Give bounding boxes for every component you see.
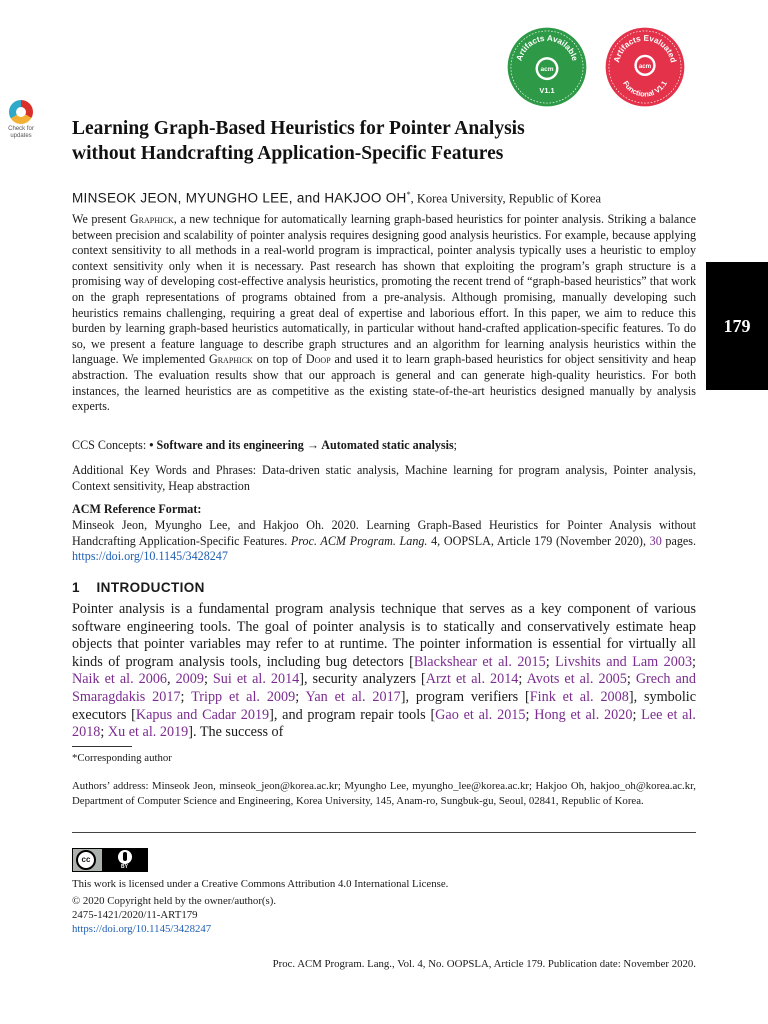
acm-reference-heading: ACM Reference Format: [72, 502, 202, 516]
license-doi-link[interactable]: https://doi.org/10.1145/3428247 [72, 923, 212, 935]
cc-icon: cc [76, 850, 96, 870]
keywords: Additional Key Words and Phrases: Data-driven static analysis, Machine learning for program analysis, Pointer analysis, Context sensitivity, Heap abstraction [72, 463, 696, 493]
introduction-paragraph: Pointer analysis is a fundamental program analysis technique that serves as a key component of various software engineering tools. The goal of pointer analysis is to statically and conservatively estimate heap objects that pointer variables may refer to at runtime. The pointer information is essential for virtually all kinds of program analysis tools, including bug detectors [Blackshear et al. 2015; Livshits and Lam 2003; Naik et al. 2006, 2009; Sui et al. 2014], security analyzers [Arzt et al. 2014; Avots et al. 2005; Grech and Smaragdakis 2017; Tripp et al. 2009; Yan et al. 2017], program verifiers [Fink et al. 2008], symbolic executors [Kapus and Cadar 2019], and program repair tools [Gao et al. 2015; Hong et al. 2020; Lee et al. 2018; Xu et al. 2019]. The success of [72, 601, 697, 741]
svg-text:Functional V1.1: Functional V1.1 [621, 79, 669, 99]
footnote-address: Authors’ address: Minseok Jeon, minseok_jeon@korea.ac.kr; Myungho Lee, myungho_lee@korea.ac.kr; Hakjoo Oh, hakjoo_oh@korea.ac.kr, Department of Computer Science and Engineering, Korea University, 145, Anam-ro, Sungbuk-gu, Seoul, 02841, Republic of Korea. [72, 780, 696, 807]
crossmark-icon [9, 100, 33, 124]
citation-link[interactable]: Arzt et al. 2014 [425, 671, 519, 688]
attribution-person-icon [118, 850, 132, 864]
citation-link[interactable]: Hong et al. 2020 [534, 706, 633, 723]
section-heading-introduction: 1 INTRODUCTION [72, 580, 205, 595]
affiliation: , Korea University, Republic of Korea [410, 191, 602, 206]
authors-line: MINSEOK JEON, MYUNGHO LEE, and HAKJOO OH*, Korea University, Republic of Korea [72, 190, 602, 206]
author-names: MINSEOK JEON, MYUNGHO LEE, and HAKJOO OH [72, 190, 407, 206]
citation-link[interactable]: Grech and Smaragdakis 2017 [72, 671, 696, 705]
ccs-concepts: CCS Concepts: • Software and its engineering → Automated static analysis; [72, 438, 458, 452]
svg-text:Artifacts Evaluated: Artifacts Evaluated [612, 33, 678, 64]
license-divider [72, 832, 696, 833]
paper-title: Learning Graph-Based Heuristics for Pointer Analysis without Handcrafting Application-Specific Features [72, 118, 525, 164]
citation-link[interactable]: Sui et al. 2014 [212, 671, 300, 688]
license-text: This work is licensed under a Creative Commons Attribution 4.0 International License. [72, 878, 449, 890]
citation-link[interactable]: Tripp et al. 2009 [191, 688, 296, 705]
artifacts-evaluated-badge [604, 26, 686, 108]
cc-by-license-icon[interactable] [72, 848, 148, 872]
citation-link[interactable]: Avots et al. 2005 [526, 671, 627, 688]
citation-link[interactable]: Blackshear et al. 2015 [413, 653, 546, 670]
copyright-text: © 2020 Copyright held by the owner/author(s). [72, 895, 277, 907]
issn-text: 2475-1421/2020/11-ART179 [72, 909, 198, 921]
citation-link[interactable]: Fink et al. 2008 [529, 688, 629, 705]
citation-link[interactable]: 2009 [175, 671, 204, 688]
footnote-corresponding: *Corresponding author [72, 752, 172, 764]
citation-link[interactable]: Yan et al. 2017 [305, 688, 401, 705]
pages-link[interactable]: 30 [649, 533, 662, 548]
doi-link[interactable]: https://doi.org/10.1145/3428247 [72, 549, 228, 564]
artifacts-available-badge [506, 26, 588, 108]
by-icon: BY [102, 849, 147, 871]
svg-text:acm: acm [638, 62, 652, 70]
acm-reference: Minseok Jeon, Myungho Lee, and Hakjoo Oh. 2020. Learning Graph-Based Heuristics for Pointer Analysis without Handcrafting Application-Specific Features. Proc. ACM Program. Lang. 4, OOPSLA, Article 179 (November 2020), 30 pages. https://doi.org/10.1145/3428247 [72, 518, 696, 564]
citation-link[interactable]: Livshits and Lam 2003 [555, 653, 693, 670]
page-footer: Proc. ACM Program. Lang., Vol. 4, No. OOPSLA, Article 179. Publication date: November 2020. [272, 958, 696, 970]
abstract: We present Graphick, a new technique for automatically learning graph-based heuristics for pointer analysis. Striking a balance between precision and scalability of pointer analysis requires designing good analysis heuristics. For example, because applying context sensitivity to all methods in a real-world program is impractical, pointer analysis typically uses a heuristic to employ context sensitivity only when it is necessary. Past research has shown that exploiting the program’s graph structure is a promising way of developing cost-effective analysis heuristics, promoting the recent trend of “graph-based heuristics” that work on the graph representations of programs obtained from a pre-analysis. Although promising, manually developing such heuristics remains challenging, requiring a great deal of expertise and laborious effort. In this paper, we aim to reduce this burden by learning graph-based heuristics automatically, in particular without hand-crafted application-specific features. To do so, we present a feature language to describe graph structures and an algorithm for learning analysis heuristics within the language. We implemented Graphick on top of Doop and used it to learn graph-based heuristics for object sensitivity and heap abstraction. The evaluation results show that our approach is general and can generate high-quality heuristics. For both instances, the learned heuristics are as competitive as the existing state-of-the-art heuristics designed manually by analysis experts. [72, 212, 696, 414]
citation-link[interactable]: Lee et al. 2018 [72, 706, 696, 741]
svg-text:V1.1: V1.1 [539, 86, 555, 96]
citation-link[interactable]: Xu et al. 2019 [107, 724, 189, 741]
check-for-updates-icon[interactable] [4, 100, 38, 140]
article-number-tab: 179 [706, 262, 768, 390]
citation-link[interactable]: Naik et al. 2006 [72, 671, 168, 688]
footnote-rule [72, 746, 132, 747]
svg-text:acm: acm [540, 66, 554, 74]
citation-link[interactable]: Gao et al. 2015 [435, 706, 526, 723]
svg-text:Artifacts Available: Artifacts Available [514, 33, 580, 62]
citation-link[interactable]: Kapus and Cadar 2019 [135, 706, 270, 723]
crossmark-label: Check for updates [8, 126, 34, 139]
